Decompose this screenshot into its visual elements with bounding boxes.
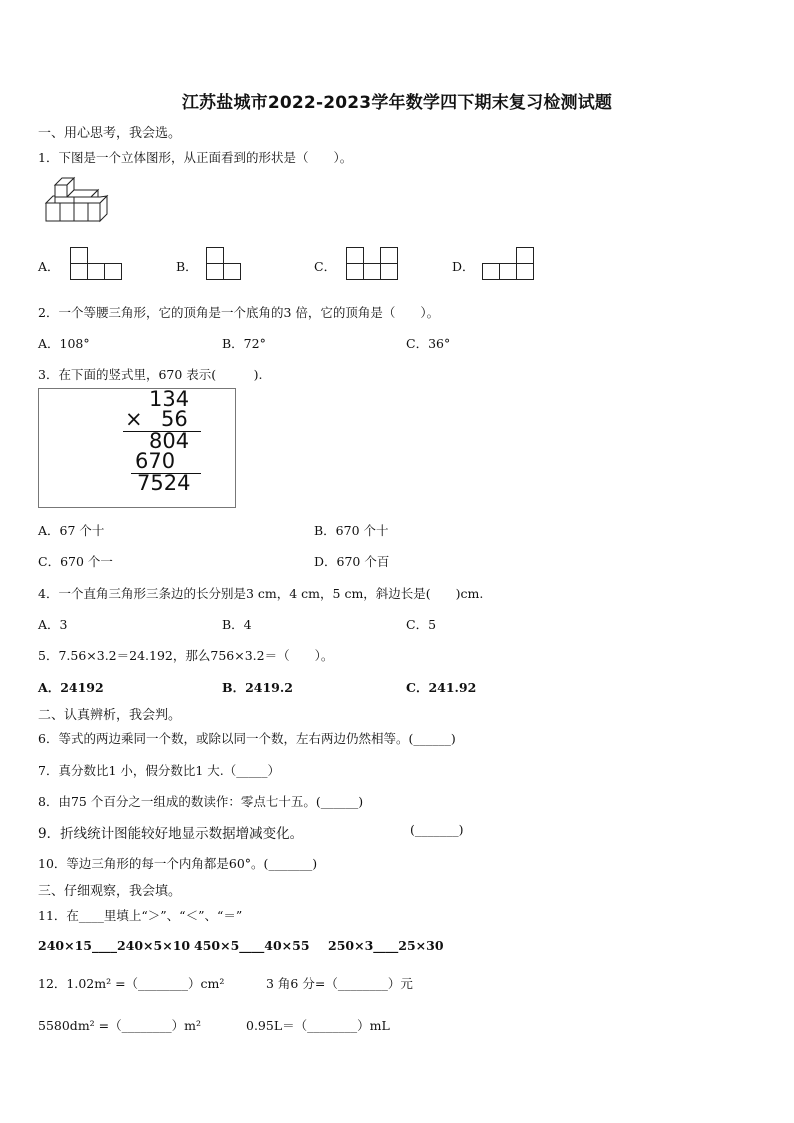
q12-part-c: 5580dm² =（________）m² — [38, 1018, 201, 1033]
question-4-stem: 4．一个直角三角形三条边的长分别是3 cm，4 cm，5 cm，斜边长是( )cm. — [38, 586, 484, 601]
q12-part-a: 12．1.02m² =（________）cm² — [38, 976, 225, 991]
q5-option-c: C．241.92 — [406, 680, 477, 695]
q3-option-b: B．670 个十 — [314, 523, 389, 538]
multiplier: 56 — [161, 407, 188, 431]
partial-product-2: 670 — [135, 449, 176, 473]
q12-part-b: 3 角6 分=（________）元 — [266, 976, 413, 991]
q5-option-b: B．2419.2 — [222, 680, 293, 695]
q5-number: 5． — [38, 648, 59, 663]
final-product: 7524 — [137, 471, 191, 495]
q11-item-3: 250×3____25×30 — [328, 938, 444, 953]
question-2-stem: 2．一个等腰三角形，它的顶角是一个底角的3 倍，它的顶角是（ ）。 — [38, 305, 440, 320]
question-1-stem: 1．下图是一个立体图形，从正面看到的形状是（ ）。 — [38, 150, 353, 165]
page-title: 江苏盐城市2022-2023学年数学四下期末复习检测试题 — [181, 93, 613, 113]
q5-option-a: A．24192 — [38, 680, 104, 695]
q11-item-1: 240×15____240×5×10 — [38, 938, 191, 953]
q1-option-c-label: C． — [314, 259, 337, 274]
q1-option-b-label: B． — [176, 259, 198, 274]
question-5-stem — [38, 646, 333, 664]
q4-option-c: C．5 — [406, 617, 437, 632]
multiply-sign: × — [125, 407, 143, 431]
question-9-blank: (_______) — [410, 822, 464, 837]
q2-option-a: A．108° — [38, 336, 90, 351]
question-6: 6．等式的两边乘同一个数，或除以同一个数，左右两边仍然相等。(______) — [38, 731, 456, 746]
q2-option-c: C．36° — [406, 336, 451, 351]
question-3-stem: 3．在下面的竖式里，670 表示( ). — [38, 367, 263, 382]
q4-option-b: B．4 — [222, 617, 252, 632]
question-11-stem: 11．在____里填上“＞”、“＜”、“＝” — [38, 908, 243, 923]
section-heading-2: 二、认真辨析，我会判。 — [38, 708, 182, 723]
q3-option-c: C．670 个一 — [38, 554, 113, 569]
vertical-multiplication-box — [38, 388, 236, 508]
partial-product-1: 804 — [149, 429, 190, 453]
q4-option-a: A．3 — [38, 617, 68, 632]
question-7: 7．真分数比1 小，假分数比1 大.（_____） — [38, 763, 281, 778]
q3-option-a: A．67 个十 — [38, 523, 105, 538]
question-9: 9．折线统计图能较好地显示数据增减变化。 — [38, 826, 304, 842]
q12-part-d: 0.95L＝（________）mL — [246, 1018, 390, 1033]
section-heading-1: 一、用心思考，我会选。 — [38, 126, 182, 141]
question-8: 8．由75 个百分之一组成的数读作：零点七十五。(______) — [38, 794, 364, 809]
q1-option-d-label: D． — [452, 259, 475, 274]
q3-option-d: D．670 个百 — [314, 554, 390, 569]
question-10: 10．等边三角形的每一个内角都是60°。(_______) — [38, 856, 318, 871]
q11-item-2: 450×5____40×55 — [194, 938, 310, 953]
q1-option-a-label: A． — [38, 259, 60, 274]
q2-option-b: B．72° — [222, 336, 266, 351]
section-heading-3: 三、仔细观察，我会填。 — [38, 884, 182, 899]
q5-expression: 7.56×3.2＝24.192，那么756×3.2＝（ ）。 — [58, 648, 334, 663]
multiplicand: 134 — [149, 387, 190, 411]
cube-stack-figure — [42, 175, 114, 227]
